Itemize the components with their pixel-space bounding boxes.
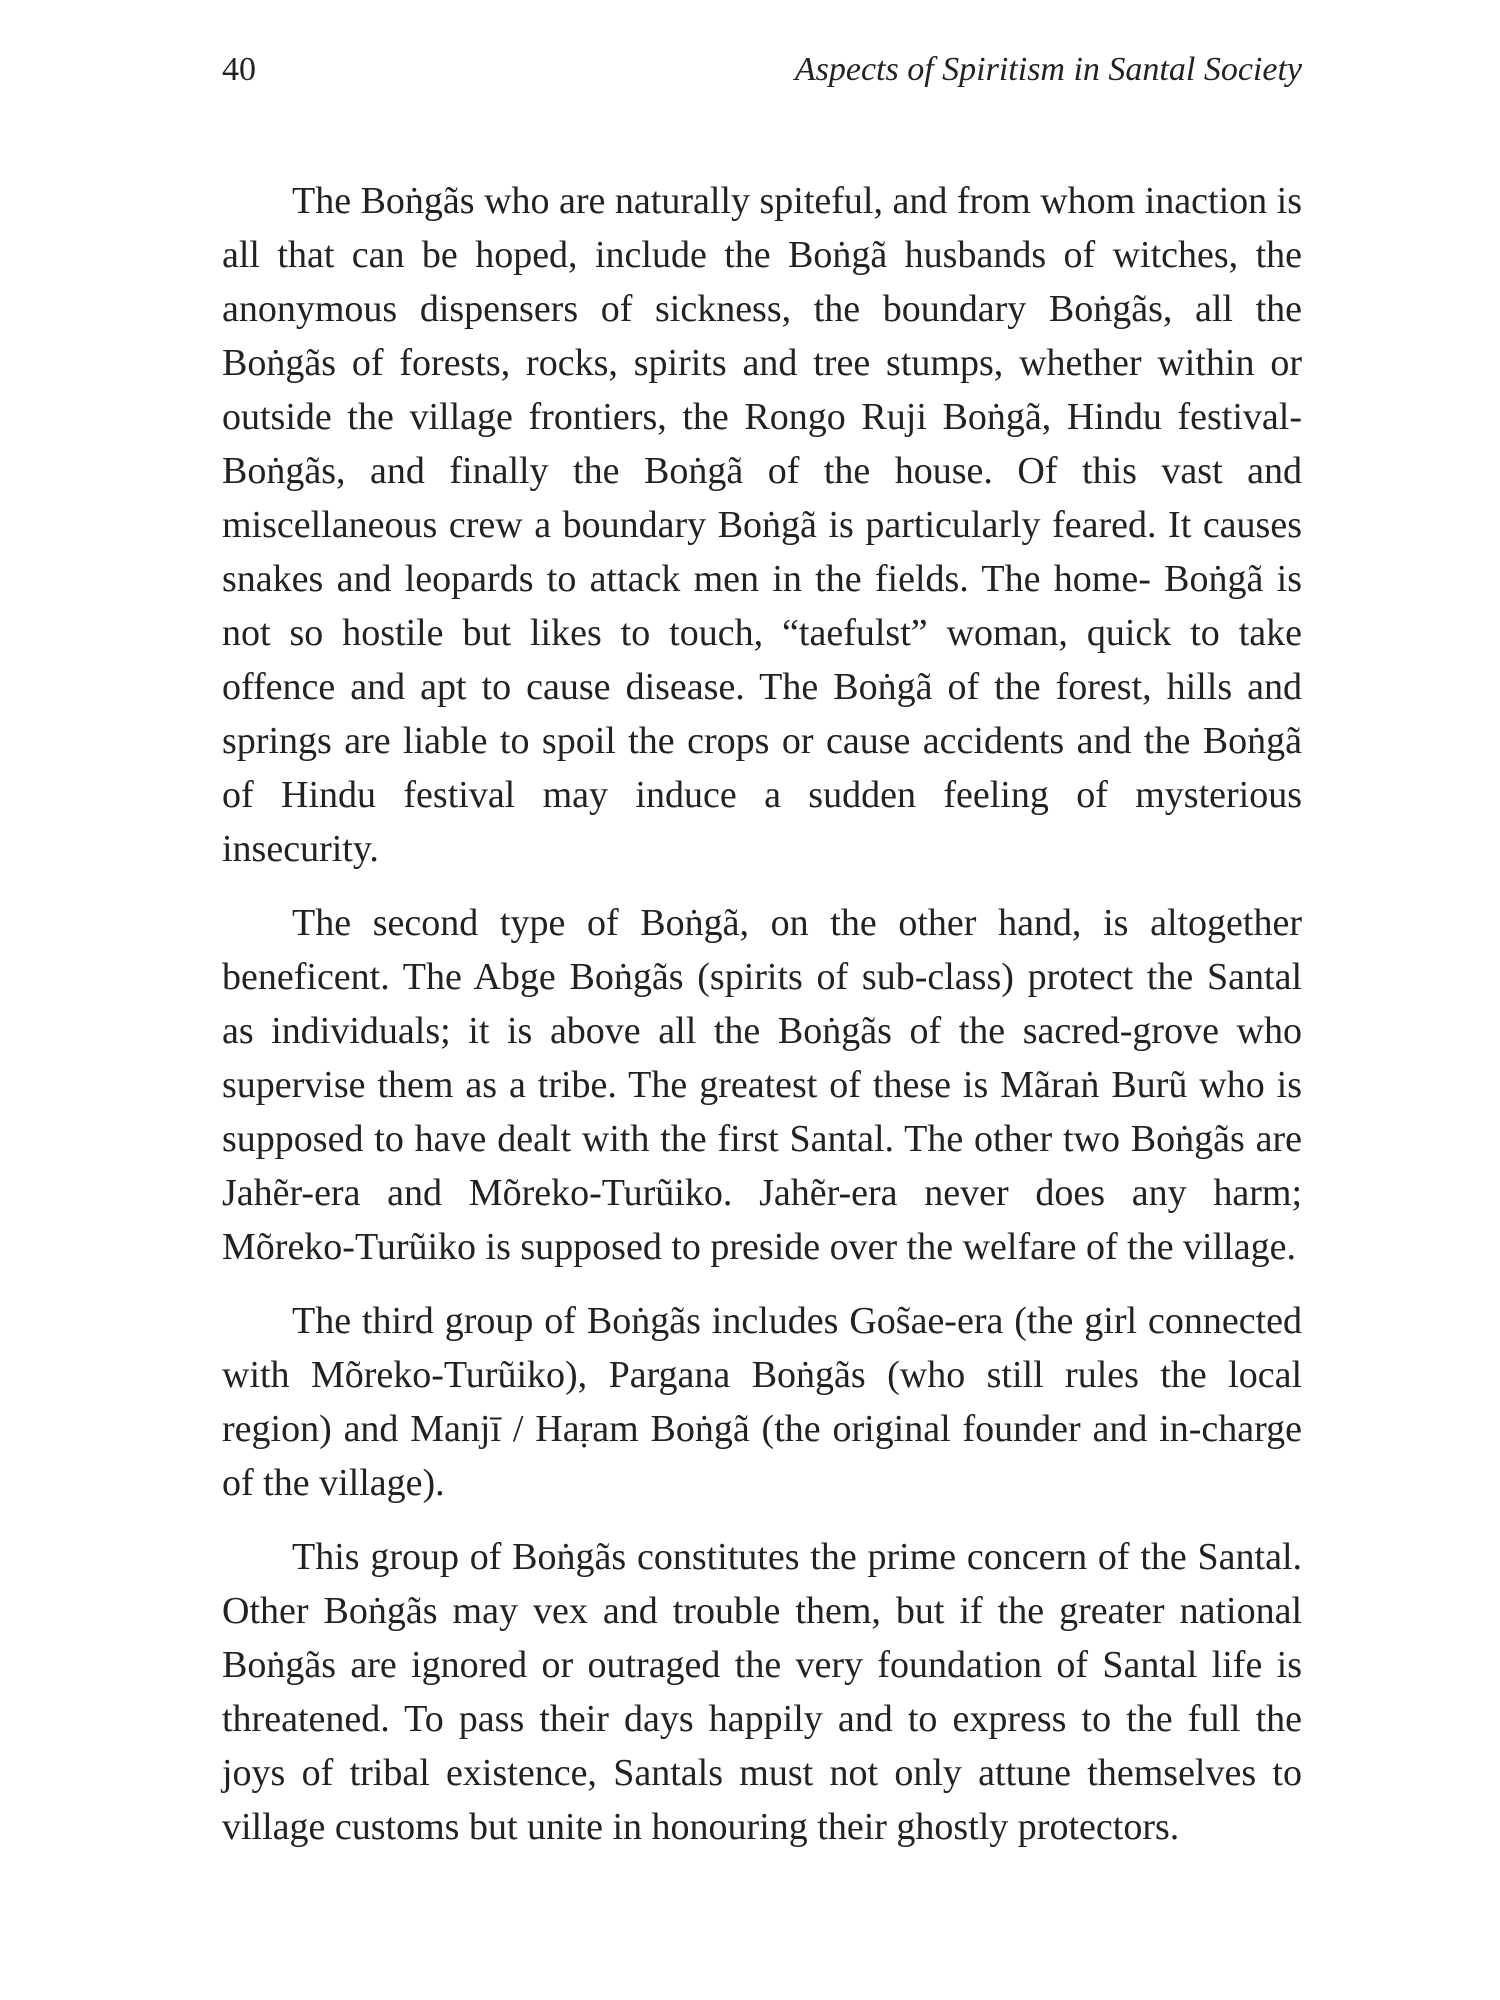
book-title: Aspects of Spiritism in Santal Society <box>794 51 1302 88</box>
book-page <box>222 40 1302 1874</box>
body-text <box>222 174 1302 1854</box>
paragraph-4: This group of Boṅgãs constitutes the prime concern of the Santal. Other Boṅgãs may vex and trouble them, but if the greater national Boṅgãs are ignored or outraged the very foundation of Santal life is threatened. To pass their days happily and to express to the full the joys of tribal existence, Santals must not only attune themselves to village customs but unite in honouring their ghostly protectors. <box>222 1536 1302 1848</box>
paragraph-2: The second type of Boṅgã, on the other hand, is altogether beneficent. The Abge Boṅgãs (spirits of sub-class) protect the Santal as individuals; it is above all the Boṅgãs of the sacred-grove who supervise them as a tribe. The greatest of these is Mãraṅ Burũ who is supposed to have dealt with the first Santal. The other two Boṅgãs are Jahẽr-era and Mõreko-Turũiko. Jahẽr-era never does any harm; Mõreko-Turũiko is supposed to preside over the welfare of the village. <box>222 902 1302 1268</box>
paragraph-1: The Boṅgãs who are naturally spiteful, and from whom inaction is all that can be hoped, include the Boṅgã husbands of witches, the anonymous dispensers of sickness, the boundary Boṅgãs, all the Boṅgãs of forests, rocks, spirits and tree stumps, whether within or outside the village frontiers, the Rongo Ruji Boṅgã, Hindu festival- Boṅgãs, and finally the Boṅgã of the house. Of this vast and miscellaneous crew a boundary Boṅgã is particularly feared. It causes snakes and leopards to attack men in the fields. The home- Boṅgã is not so hostile but likes to touch, “taefulst” woman, quick to take offence and apt to cause disease. The Boṅgã of the forest, hills and springs are liable to spoil the crops or cause accidents and the Boṅgã of Hindu festival may induce a sudden feeling of mysterious insecurity. <box>222 180 1302 870</box>
page-number: 40 <box>222 51 256 88</box>
running-head <box>222 40 1302 100</box>
paragraph-3: The third group of Boṅgãs includes Gos̃ae-era (the girl connected with Mõreko-Turũiko), Pargana Boṅgãs (who still rules the local region) and Manjī / Haṛam Boṅgã (the original founder and in-charge of the village). <box>222 1300 1302 1504</box>
